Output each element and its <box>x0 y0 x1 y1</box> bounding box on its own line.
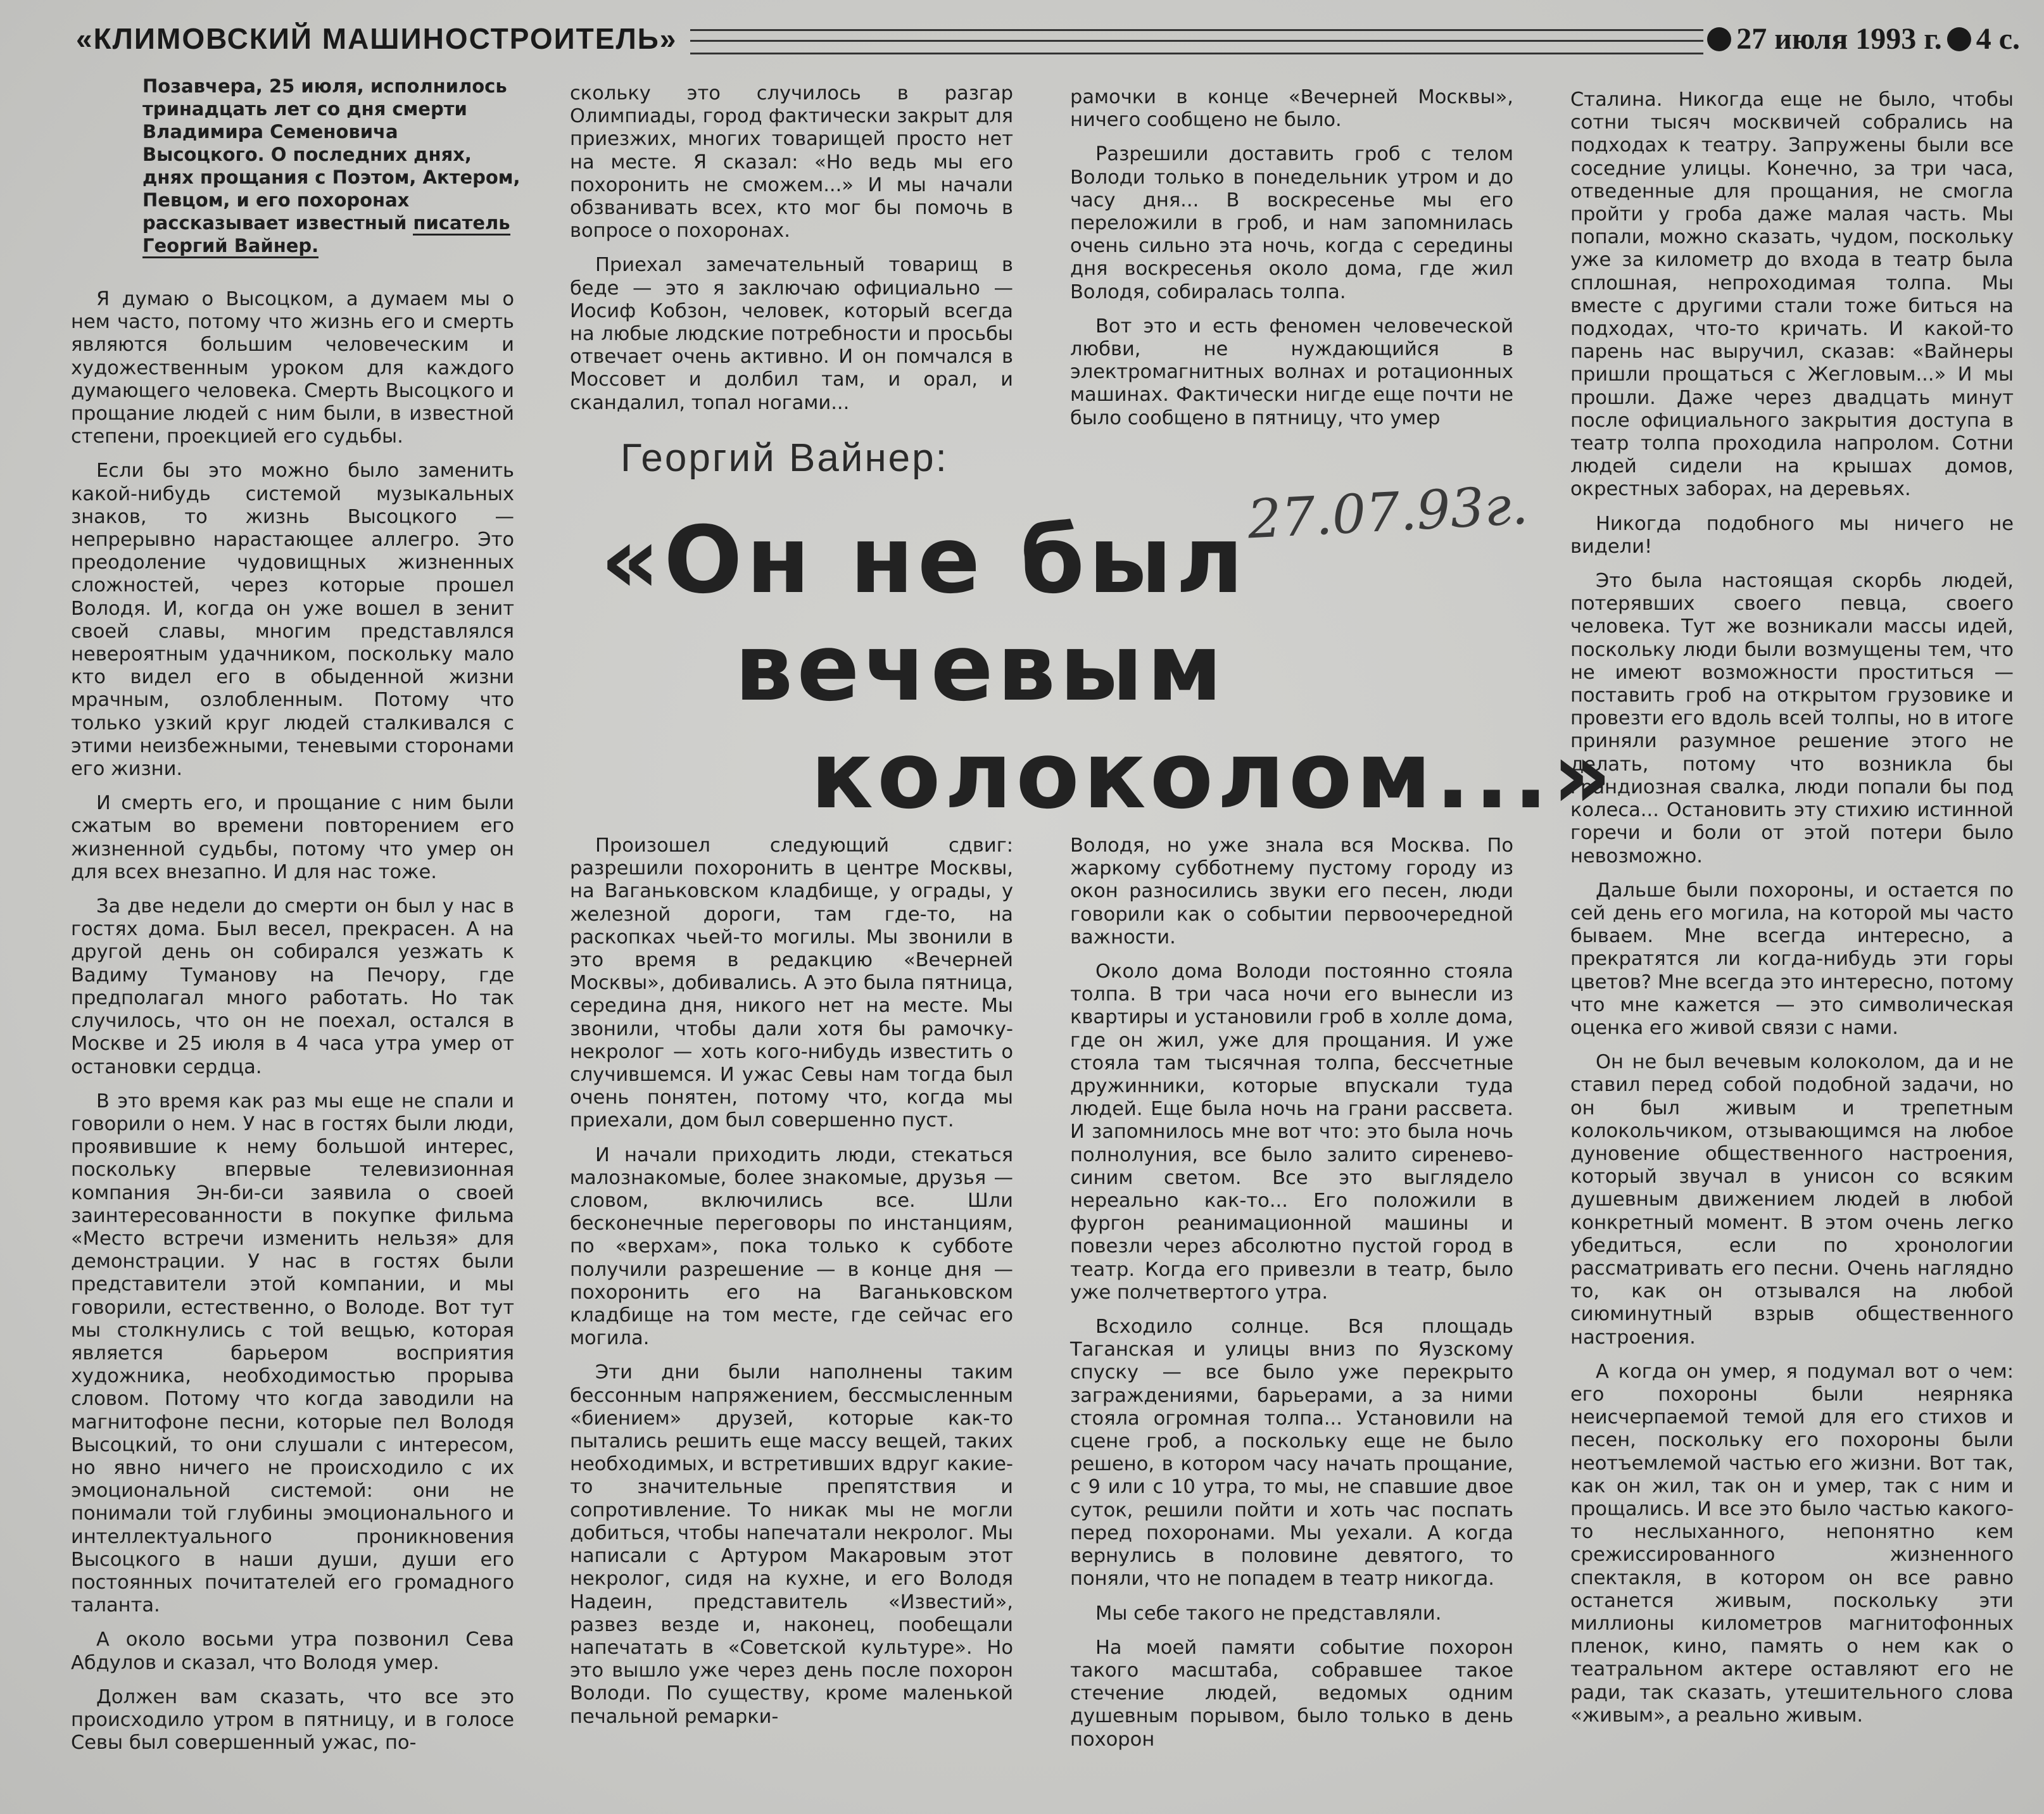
paragraph: Сталина. Никогда еще не было, чтобы сотни тысяч москвичей собрались на подходах к театру. Запружены были все соседние улицы. Конечно, за три часа, отведенные для прощания, не смогла пройти у гроба даже малая часть. Мы попали, можно сказать, чудом, поскольку уже за километр до входа в театр была сплошная, непроходимая толпа. Мы вместе с другими стали тоже биться на подходах, что-то кричать. И какой-то парень нас выручил, сказав: «Вайнеры пришли прощаться с Жегловым...» И мы прошли. Даже через двадцать минут после официального закрытия доступа в театр толпа проходила напролом. Сотни людей сидели на крышах домов, окрестных заборах, на деревьях. <box>1570 89 2014 501</box>
article-lead <box>142 75 522 257</box>
newspaper-title: «КЛИМОВСКИЙ МАШИНОСТРОИТЕЛЬ» <box>76 22 678 55</box>
bullet-icon <box>1707 27 1731 51</box>
page-number: 4 с. <box>1976 22 2020 56</box>
issue-date: 27 июля 1993 г. <box>1736 22 1942 56</box>
paragraph: Около дома Володи постоянно стояла толпа. В три часа ночи его вынесли из квартиры и установили гроб в холле дома, где он жил, уже для прощания. И уже стояла там тысячная толпа, бессчетные дружинники, которые впускали туда людей. Еще была ночь на грани рассвета. И запомнилось мне вот что: это была ночь полнолуния, все было залито сиренево-синим светом. Все это выглядело нереально как-то... Его положили в фургон реанимационной машины и повезли через абсолютно пустой город в театр. Когда его привезли в театр, было уже полчетвертого утра. <box>1070 961 1513 1304</box>
paragraph: Если бы это можно было заменить какой-нибудь системой музыкальных знаков, то жизнь Высоцкого — непрерывно нарастающее аллегро. Это преодоление чудовищных жизненных сложностей, через которые прошел Володя. И, когда он уже вошел в зенит своей славы, многим представлялся невероятным удачником, поскольку мало кто видел его в обыденной жизни мрачным, озлобленным. Потому что только узкий круг людей сталкивался с этими неизбежными, теневыми сторонами его жизни. <box>71 460 514 781</box>
paragraph: Никогда подобного мы ничего не видели! <box>1570 512 2014 558</box>
paragraph: И начали приходить люди, стекаться малознакомые, более знакомые, друзья — словом, включились все. Шли бесконечные переговоры по инстанциям, по «верхам», пока только к субботе получили разрешение — в конце дня — похоронить его на Ваганьковском кладбище на том месте, где сейчас его могила. <box>570 1143 1013 1350</box>
paragraph: Мы себе такого не представляли. <box>1095 1602 1442 1625</box>
headline-line: вечевым <box>735 614 1227 722</box>
paragraph: Я думаю о Высоцком, а думаем мы о нем часто, потому что жизнь его и смерть являются большим человеческим и художественным уроком для каждого думающего человека. Смерть Высоцкого и прощание людей с ним были, в известной степени, проекцией его судьбы. <box>71 288 514 448</box>
paragraph: Это была настоящая скорбь людей, потерявших своего певца, своего человека. Тут же возникали массы идей, поскольку люди были возмущены тем, что не имеют возможности проститься — поставить гроб на открытом грузовике и провезти его вдоль всей толпы, но в итоге приняли разумное решение этого не делать, потому что возникла бы грандиозная свалка, люди попали бы под колеса... Остановить эту стихию истинной горечи и боли от этой потери было невозможно. <box>1570 570 2014 867</box>
column-4 <box>1570 89 2014 1739</box>
lead-text: Позавчера, 25 июля, исполнилось тринадцать лет со дня смерти Владимира Семеновича Высоцкого. О последних днях, днях прощания с Поэтом, Актером, Певцом, и его похоронах рассказывает известный <box>142 75 520 234</box>
column-1 <box>71 288 514 1766</box>
lead-author: писатель Георгий Вайнер. <box>142 212 510 258</box>
paragraph: Приехал замечательный товарищ в беде — это я заключаю официально — Иосиф Кобзон, человек, который всегда на любые людские потребности и просьбы отвечает очень активно. И он помчался в Моссовет и долбил там, и орал, и скандалил, топал ногами... <box>570 254 1013 414</box>
column-3-top <box>1070 86 1513 441</box>
paragraph: Вот это и есть феномен человеческой любви, не нуждающийся в электромагнитных волнах и ротационных машинах. Фактически нигде еще почти не было сообщено в пятницу, что умер <box>1070 315 1513 429</box>
paragraph: Должен вам сказать, что все это происходило утром в пятницу, и в голосе Севы был совершенный ужас, по- <box>71 1685 514 1754</box>
column-2-bottom <box>570 835 1013 1740</box>
paragraph: А около восьми утра позвонил Сева Абдулов и сказал, что Володя умер. <box>71 1628 514 1674</box>
headline-line: колоколом...» <box>811 722 1616 829</box>
paragraph: Разрешили доставить гроб с телом Володи только в понедельник утром и до часу дня... В воскресенье мы его переложили в гроб, и нам запомнилась очень сильно эта ночь, когда с середины дня воскресенья около дома, где жил Володя, собиралась толпа. <box>1070 143 1513 303</box>
headline-line: «Он не был <box>600 507 1247 614</box>
bullet-icon <box>1947 27 1971 51</box>
paragraph: Он не был вечевым колоколом, да и не ставил перед собой подобной задачи, но он был живым и трепетным колокольчиком, отзывающимся на любое дуновение общественного настроения, который звучал в унисон со всяким душевным движением людей в любой конкретный момент. В этом очень легко убедиться, если по хронологии рассматривать его песни. Очень наглядно то, как он отзывался на любой сиюминутный взрыв общественного настроения. <box>1570 1051 2014 1349</box>
paragraph: Дальше были похороны, и остается по сей день его могила, на которой мы часто бываем. Мне всегда интересно, а прекратятся ли когда-нибудь эти горы цветов? Мне всегда это интересно, потому что мне кажется — это символическая оценка его живой связи с нами. <box>1570 879 2014 1039</box>
paragraph: Произошел следующий сдвиг: разрешили похоронить в центре Москвы, на Ваганьковском кладбище, у ограды, у железной дороги, там где-то, на раскопках чьей-то могилы. Мы звонили в это время в редакцию «Вечерней Москвы», добивались. А это была пятница, середина дня, никого нет на месте. Мы звонили, чтобы дали хотя бы рамочку-некролог — хоть кого-нибудь известить о случившемся. И ужас Севы нам тогда был очень понятен, потому что, когда мы приехали, дом был совершенно пуст. <box>570 835 1013 1132</box>
masthead-rule <box>690 29 1703 54</box>
headline-kicker: Георгий Вайнер: <box>621 436 949 480</box>
handwritten-date: 27.07.93г. <box>1246 474 1530 551</box>
paragraph: Эти дни были наполнены таким бессонным напряжением, бессмысленным «биением» друзей, которые как-то пытались решить еще массу вещей, таких необходимых, и встретивших вдруг какие-то значительные препятствия и сопротивление. То никак мы не могли добиться, чтобы напечатали некролог. Мы написали с Артуром Макаровым этот некролог, сидя на кухне, и его Володя Надеин, представитель «Известий», развез везде и, наконец, пообещали напечатать в «Советской культуре». Но это вышло уже через день после похорон Володи. По существу, кроме маленькой печальной ремарки- <box>570 1361 1013 1728</box>
masthead <box>76 22 2026 66</box>
column-3-bottom <box>1070 835 1513 1763</box>
paragraph: А когда он умер, я подумал вот о чем: его похороны были неярняка неисчерпаемой темой для его стихов и песен, поскольку его похороны были неотъемлемой частью его жизни. Вот так, как он жил, так он и умер, так с ним и прощались. И все это было частью какого-то неслыханного, непонятно кем срежиссированного жизненного спектакля, в котором он все равно останется живым, поскольку эти миллионы километров магнитофонных пленок, кино, память о нем как о театральном актере оставляют его не ради, так сказать, утешительного слова «живым», а реально живым. <box>1570 1360 2014 1727</box>
paragraph: За две недели до смерти он был у нас в гостях дома. Был весел, прекрасен. А на другой день он собирался уезжать к Вадиму Туманову на Печору, где предполагал много работать. Но так случилось, что он не поехал, остался в Москве и 25 июля в 4 часа утра умер от остановки сердца. <box>71 895 514 1078</box>
column-2-top <box>570 82 1013 426</box>
headline <box>595 507 1616 829</box>
paragraph: рамочки в конце «Вечерней Москвы», ничего сообщено не было. <box>1070 86 1513 132</box>
paragraph: В это время как раз мы еще не спали и говорили о нем. У нас в гостях были люди, проявившие к нему большой интерес, поскольку впервые телевизионная компания Эн-би-си заявила о своей заинтересованности в покупке фильма «Место встречи изменить нельзя» для демонстрации. У нас в гостях были представители этой компании, и мы говорили, естественно, о Володе. Вот тут мы столкнулись с той вещью, которая является барьером восприятия художника, необходимостью прорыва словом. Потому что когда заводили на магнитофоне песни, которые пел Володя Высоцкий, то они слушали с интересом, но явно ничего не происходило с их эмоциональной системой: они не понимали той глубины эмоционального и интеллектуального проникновения Высоцкого в наши души, души его постоянных почитателей его громадного таланта. <box>71 1090 514 1617</box>
dateline <box>1702 22 2020 56</box>
paragraph: Володя, но уже знала вся Москва. По жаркому субботнему пустому городу из окон разносились звуки его песен, люди говорили как о событии первоочередной важности. <box>1070 835 1513 948</box>
paragraph: Всходило солнце. Вся площадь Таганская и улицы вниз по Яузскому спуску — все было уже перекрыто заграждениями, барьерами, а за ними стояла огромная толпа... Установили на сцене гроб, а поскольку еще не было решено, в котором часу начать прощание, с 9 или с 10 утра, то мы, не спавшие двое суток, решили пойти и хоть час поспать перед похоронами. Мы уехали. А когда вернулись в половине девятого, то поняли, что не попадем в театр никогда. <box>1070 1316 1513 1590</box>
paragraph: скольку это случилось в разгар Олимпиады, город фактически закрыт для приезжих, многих товарищей просто нет на месте. Я сказал: «Но ведь мы его похоронить не сможем...» И мы начали обзванивать всех, кто мог бы помочь в вопросе о похоронах. <box>570 82 1013 242</box>
paragraph: На моей памяти событие похорон такого масштаба, собравшее такое стечение людей, ведомых одним душевным порывом, было только в день похорон <box>1070 1636 1513 1751</box>
paragraph: И смерть его, и прощание с ним были сжатым во времени повторением его жизненной судьбы, потому что умер он для всех внезапно. И для нас тоже. <box>71 792 514 883</box>
